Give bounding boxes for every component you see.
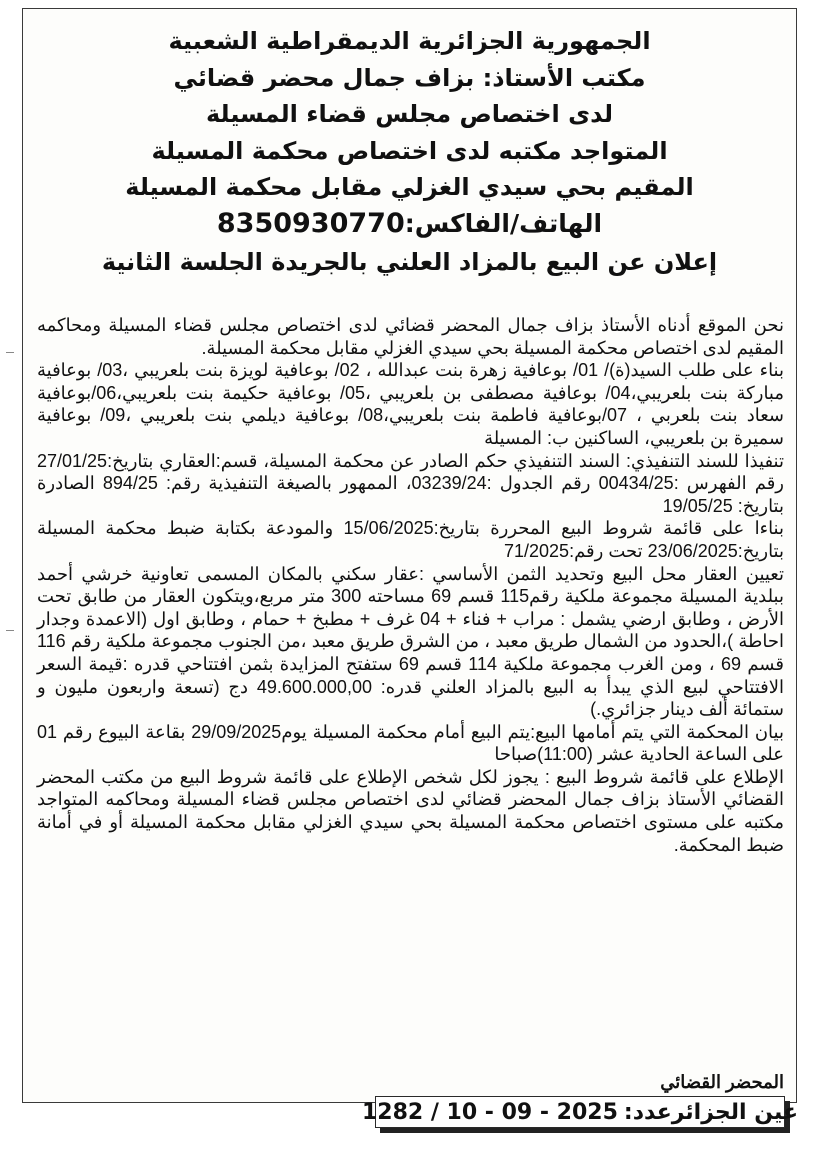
paragraph-requesters: بناء على طلب السيد(ة)/ 01/ بوعافية زهرة بنت عبدالله ، 02/ بوعافية لويزة بنت بلعريبي ،03/ بوعافية مباركة بنت بلعريبي،04/ بوعافية مصطفى بن بلعريبي ،05/ بوعافية حكيمة بنت بلعريبي،06/بوعافية سعاد بنت بلعربي ، 07/بوعافية فاطمة بنت بلعريبي،08/ بوعافية ديلمي بنت بلعريبي ،09/ بوعافية سميرة بن بلعريبي، الساكنين ب: المسيلة <box>37 360 785 448</box>
notice-body <box>37 314 784 856</box>
paragraph-consultation: الإطلاع على قائمة شروط البيع : يجوز لكل شخص الإطلاع على قائمة شروط البيع من مكتب المحضر القضائي الأستاذ بزاف جمال المحضر قضائي لدى اختصاص مجلس قضاء المسيلة ومحاكمه المتواجد مكتبه على مستوى اختصاص محكمة المسيلة بحي سيدي الغزلي مقابل محكمة المسيلة أو في أمانة ضبط المحكمة. <box>37 766 784 855</box>
notice-page <box>22 8 797 1103</box>
stamp-number-date: 1282 / 10 - 09 - 2025 <box>361 1099 618 1125</box>
margin-tick <box>6 630 14 631</box>
residence-line: المقيم بحي سيدي الغزلي مقابل محكمة المسيلة <box>125 173 694 201</box>
paragraph-court-session: بيان المحكمة التي يتم أمامها البيع:يتم البيع أمام محكمة المسيلة يوم29/09/2025 بقاعة البيوع رقم 01 على الساعة الحادية عشر (11:00)صباحا <box>37 721 784 765</box>
phone-fax-line <box>23 206 796 243</box>
margin-tick <box>6 352 14 353</box>
paragraph-enforcement-title: تنفيذا للسند التنفيذي: السند التنفيذي حكم الصادر عن محكمة المسيلة، قسم:العقاري بتاريخ:27/01/25 رقم الفهرس :00434/25 رقم الجدول :03239/24، الممهور بالصيغة التنفيذية رقم: 894/25 الصادرة بتاريخ: 19/05/25 <box>37 450 785 516</box>
paragraph-property-description: تعيين العقار محل البيع وتحديد الثمن الأساسي :عقار سكني بالمكان المسمى تعاونية خرشي أحمد ببلدية المسيلة مجموعة ملكية رقم115 قسم 69 مساحته 300 متر مربع،ويتكون العقار من طابق تحت الأرض ، وطابق ارضي يشمل : مراب + فناء + 04 غرف + مطبخ + حمام ، وطابق اول (الاعمدة وجدار احاطة )،الحدود من الشمال طريق معبد ، من الشرق طريق معبد ،من الجنوب مجموعة ملكية رقم 116 قسم 69 ، ومن الغرب مجموعة ملكية 114 قسم 69 ستفتح المزايدة بثمن افتتاحي قدره :قيمة السعر الافتتاحي لبيع الذي يبدأ به البيع بالمزاد العلني قدره: 49.600.000,00 دج (تسعة واربعون مليون و ستمائة ألف دينار جزائري.) <box>37 563 785 720</box>
paragraph-bailiff-intro: نحن الموقع أدناه الأستاذ بزاف جمال المحضر قضائي لدى اختصاص مجلس قضاء المسيلة ومحاكمه المقيم لدى اختصاص محكمة المسيلة بحي سيدي الغزلي مقابل محكمة المسيلة. <box>37 315 784 358</box>
phone-number: 8350930770 <box>216 207 405 239</box>
stamp-label: عين الجزائرعدد: <box>623 1099 799 1125</box>
announcement-title: إعلان عن البيع بالمزاد العلني بالجريدة الجلسة الثانية <box>101 248 718 276</box>
phone-label: الهاتف/الفاكس: <box>404 208 603 238</box>
signature-bailiff: المحضر القضائي <box>660 1072 784 1092</box>
republic-title: الجمهورية الجزائرية الديمقراطية الشعبية <box>168 27 651 55</box>
office-location-line: المتواجد مكتبه لدى اختصاص محكمة المسيلة <box>151 136 668 165</box>
office-line: مكتب الأستاذ: بزاف جمال محضر قضائي <box>173 63 646 92</box>
publication-stamp <box>361 1096 799 1128</box>
paragraph-sale-conditions: بناءا على قائمة شروط البيع المحررة بتاريخ:15/06/2025 والمودعة بكتابة ضبط محكمة المسيلة بتاريخ:23/06/2025 تحت رقم:71/2025 <box>37 518 784 561</box>
notice-header <box>23 9 796 281</box>
jurisdiction-line: لدى اختصاص مجلس قضاء المسيلة <box>206 100 613 128</box>
